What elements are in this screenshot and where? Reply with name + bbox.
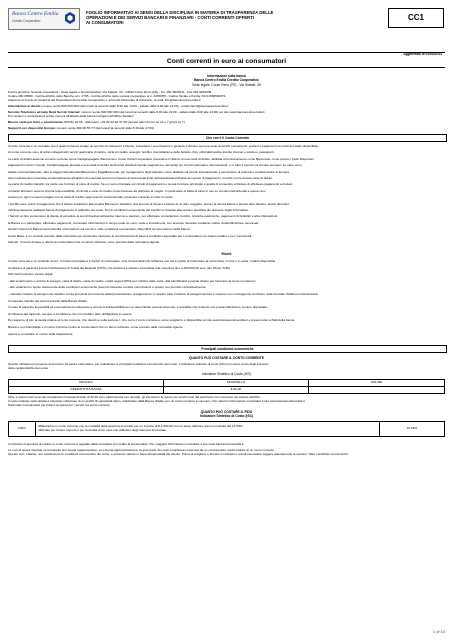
- info-text: Per reclami o contestazioni scritte inerenti all'attività della banca rivolgersi all'Ufficio Reclami: [8, 114, 134, 118]
- table-cell: € 60,00: [164, 387, 309, 394]
- what-paragraph-line: pagamenti in tutto il mondo. Cartaprepagata: Europa è una carta di debito elettronica dotata di banda magnetica e microchip sui circuiti nazionali e internazionali, e in tutto il mondo sul circuito europeo. Le carte sono: [8, 163, 302, 168]
- header-title-line: OPERAZIONI E DEI SERVIZI BANCARI E FINANZIARI - CONTI CORRENTI OFFERTI: [86, 15, 254, 21]
- info-text: numero verde 800 000 000 (dal lunedì al venerdì dalle 8:30 alle 13:00 - sabato dalle 9:00 alle 12:00) - email clienti@bancacentroemilia.it: [40, 104, 229, 108]
- risk-paragraph-line: di chiusura del rapporto, sempre a condizione che non risultino altre obbligazioni in essere.: [8, 311, 133, 316]
- what-paragraph-line: Le carte di debito assieme al conto corrente come Cartaprepagata, Bancomat e Conto Carta Cooperativo prevedono il rilascio di una carta di debito, abilitata al funzionamento come Bancomat, come presso i Cash Dispenser: [8, 156, 314, 161]
- what-paragraph-line: I bonifici sono ordini di pagamento che il cliente impartisce alla propria Banca per trasferire una somma di denaro a favore di un altro soggetto, presso la stessa banca o presso altre banche, anche all'estero.: [8, 201, 291, 206]
- info-label: Informazioni ai clienti:: [8, 104, 41, 108]
- costs-box-title: QUANTO PUÒ COSTARE IL CONTO CORRENTE: [188, 356, 265, 360]
- table-row: [9, 380, 445, 387]
- info-text: numero verde 800 00 55 77 (dal lunedì al venerdì dalle 8:30 alle 17:00): [55, 126, 155, 130]
- fido-label: FIDO: [9, 422, 36, 437]
- what-paragraph-line: contante all'estero sotto la propria responsabilità, di circuiti e carte di credito convenzionate da utilizzare al meglio. In particolare si tratta di carte in uso su circuiti internazionali a spesa zero.: [8, 188, 267, 193]
- after-isc-line: Oltre a questi costi sono da considerare l'imposta di bollo di 34,20 euro (dell'imposta ove dovuta), gli interessi e le spese per servizi fuori dal pacchetto non compresi nel calcolo dell'ISC.: [8, 395, 261, 399]
- final-line: Il contratto di apertura di credito in conto corrente è regolato dalla normativa sul credito ai consumatori. Per maggiori informazioni consultare il sito www.bancacentroemilia.it.: [8, 442, 245, 446]
- risk-paragraph-line: - alle variazioni in senso sfavorevole delle condizioni economiche (tassi di interesse ed altre commissioni e spese) ove previsto contrattualmente;: [8, 285, 207, 290]
- table-row: [9, 387, 445, 394]
- info-line: [8, 126, 445, 130]
- costs-intro-line: Quanto indicato nel presente documento ha valore informativo, per individuare le principali condizioni economiche del conto. L'indicatore sintetico di costo (ISC) non tiene conto degli interessi.: [8, 362, 270, 366]
- fido-value: 22,95%: [380, 422, 445, 437]
- info-label: Supporti con dispositivi Europa:: [8, 126, 56, 130]
- info-label: Blocco carte per furto o smarrimento:: [8, 120, 64, 124]
- title-divider: [8, 67, 445, 68]
- fido-description-line: utilizzato per l'intero importo e per la durata di tre mesi con addebito degli interessi trimestrale: [38, 428, 167, 432]
- table-header: SPORTELLO: [164, 380, 309, 387]
- risk-paragraph-line: Altri rischi possono essere legati:: [8, 272, 54, 277]
- table-cell: OPERATIVITÀ BASSA: [9, 387, 164, 394]
- risk-paragraph-line: In caso di garanzie impossibili ed eventualmente sottoposte a vincoli di indisponibilità per un determinato periodo di tempo, è possibile che il cliente non possa utilizzare le somme depositate.: [8, 305, 268, 310]
- intro-line: Codice ABI 08509 - Iscritta all'Albo delle Banche al n. 4765 - Iscritta all'Albo delle società cooperative al n. A159785 - Codice fiscale e Partita IVA 01566590374: [8, 94, 226, 98]
- what-paragraph-line: bancari. Il Conto di base è offerto ai consumatori che ne fanno richiesta, come previsto dalla normativa vigente.: [8, 240, 161, 244]
- info-text: 800 82 24 56 - dall'estero +39 02 60 84 37 68 (numeri attivi 24 ore su 24 e 7 giorni su 7): [63, 120, 185, 124]
- fido-title: QUANTO PUÒ COSTARE IL FIDO: [200, 410, 253, 414]
- what-paragraph-line: dotate commercializzate, oltre a viaggi internazionali Bancomat e PagoBancomat, per il pagamento degli acquisti, come abilitato sui circuiti internazionali, e permettono di prelevare contanti anche in Europa.: [8, 169, 290, 174]
- header-title-line: FOGLIO INFORMATIVO AI SENSI DELLA DISCIPLINA IN MATERIA DI TRASPARENZA DELLE: [86, 10, 274, 15]
- info-line: [8, 120, 445, 124]
- update-date: Aggiornato al 01/05/2014: [403, 52, 442, 56]
- risk-paragraph-line: di sistema di garanzia Fondo Interbancario di Tutela dei Depositi (FITD), che assicura a ciascun correntista una copertura fino a 100.000,00 euro (art. 96-bis TUB).: [8, 265, 231, 270]
- logo-name: Banca Centro Emilia: [12, 11, 59, 17]
- info-label: Servizio Telefonico ed Help Desk Servizi Internet:: [8, 110, 81, 114]
- what-paragraph-line: Il conto corrente è un contratto con il quale la banca svolge un servizio di cassa per il cliente: custodisce i suoi risparmi e gestisce il denaro con una serie di servizi (versamenti, prelievi e pagamenti nei limiti del saldo disponibile).: [8, 144, 320, 148]
- after-isc-line: Il costo indicato nella tabella è calcolato sulla base di un profilo di operatività tipico, individuato dalla Banca d'Italia, per un conto corrente a consumo. Per ulteriori informazioni consultare il sito www.bancacentroemilia.it.: [8, 399, 306, 403]
- fido-description-line: Affidamento in conto corrente con la modalità della apertura di credito per un importo di € 1.500,00 con un tasso debitore annuo nominale del 12,50%,: [38, 424, 244, 429]
- risk-paragraph-line: esterni a consultare le norme sulla trasparenza.: [8, 331, 74, 336]
- bank-info: [0, 74, 453, 87]
- logo-mark-icon: [64, 11, 76, 25]
- table-row: [9, 422, 445, 437]
- bank-info-line: Sede legale: Corpo Reno (FE) - Via Statale, 39: [192, 82, 261, 87]
- what-paragraph-line: solo contratto del correntista contestualmente all'utilizzo di eventuali servizi nel rispetto di determinati limiti nell'operatività ordinaria dei servizi di pagamento, nonché con le dovute carte di debito.: [8, 176, 273, 180]
- section-header-costs: Principali condizioni economiche: [8, 345, 447, 353]
- risk-paragraph-line: di mancato rispetto dei termini previsti dalla Banca d'Italia.: [8, 298, 88, 303]
- what-paragraph-line: Conto Base: è un servizio previsto dalla normativa per consentire l'accesso ai servizi bancari di base a condizioni agevolate per i consumatori con basso reddito e per i pensionati.: [8, 233, 253, 238]
- table-cell: [309, 387, 445, 394]
- intro-line: Aderente al Fondo di Garanzia dei Depositanti del Credito Cooperativo e al Fondo Nazionale di Garanzia - E-mail: info@bancacentroemilia.it: [8, 98, 201, 102]
- what-paragraph-line: Al conto corrente sono di solito collegati altri servizi quali carta di debito, carta di credito, assegni, bonifici, domiciliazione delle bollette, fido, utilizzabili anche tramite internet e telefono, passaporti.: [8, 150, 275, 155]
- info-line: [8, 114, 445, 118]
- risk-paragraph-line: - mancato rispetto di assegni che risultino senza provvista al momento della presentazione al pagamento; in questo caso il rilascio di assegni bancari è sospeso con conseguente iscrizione nella Centrale d'Allarme Interbancaria.: [8, 292, 319, 296]
- final-line: Le voci di spesa riportate nel prospetto che segue rappresentano, con buona approssimazione, la gran parte dei costi complessivi sostenuti da un consumatore medio titolare di un conto corrente.: [8, 448, 275, 452]
- header-title: [86, 10, 341, 26]
- info-text: numero verde 800 000 000 (dal lunedì al venerdì dalle 8:00 alle 21:00 - sabato dalle 9:00 alle 14:00) sul sito www.bancacentroemilia.it: [80, 110, 265, 114]
- page-number: 1 of 10: [432, 629, 445, 634]
- risk-paragraph-line: Il conto corrente è un prodotto sicuro. Il rischio principale è il rischio di controparte, cioè l'eventualità che la Banca non sia in grado di rimborsare al correntista, in tutto o in parte, il saldo disponibile.: [8, 259, 276, 263]
- bank-info-line: Informazioni sulla banca: [207, 74, 246, 78]
- header-divider: [8, 52, 445, 53]
- header-title-line: AI CONSUMATORI: [86, 20, 124, 26]
- risk-paragraph-line: - alla smarrimento o al furto di assegni, carta di debito, carta di credito, codici segreti (PIN) per l'utilizzo delle carte, dati identificativi e parole chiave per l'accesso al conto su internet;: [8, 278, 256, 283]
- fido-description: [36, 422, 380, 437]
- fido-subtitle: Indicatore Sintetico di Costo (ISC): [199, 414, 254, 418]
- risk-paragraph-line: Banca e su Finanziabile e il Conto Corrente rivolto ai consumatori che ne fanno richiesta, come previsto dalla normativa vigente.: [8, 325, 184, 329]
- section-header-risks: Rischi: [221, 252, 232, 256]
- what-paragraph-line: La carta di credito CartaSi, tra molte sue funzioni di carta di credito, ha un ruolo principale sui circuiti di pagamento e la sua funzione principale è quella di consentire al titolare di effettuare pagamenti e prelievi: [8, 182, 293, 187]
- after-isc-line: Nazionale Consumatori per ridurre la spesa per i servizi sul conto corrente.: [8, 403, 111, 407]
- what-paragraph-line: possono in ogni momento pagare con la carta di credito negli esercizi convenzionati, prelevare contante in tutto il mondo.: [8, 195, 174, 200]
- what-paragraph-line: I Servizi on line consentono al cliente di accedere ai servizi bancari attraverso internet e telefono, per effettuare consultazioni, bonifici, ricariche telefoniche, pagamenti di bollettini e altre disposizioni.: [8, 214, 279, 219]
- header: [8, 8, 444, 56]
- isc-table: [8, 379, 445, 394]
- table-header: PROFILO: [9, 380, 164, 387]
- intro-line: Forma giuridica: Società cooperativa - Sede legale e amministrativa: Via Statale, 39 - 44042 Corpo Reno (FE) - Tel. 051 6833911 - Fax 051 6833935: [8, 90, 212, 94]
- what-paragraph-line: nell'area Sepa tra qualsiasi banca di pagamento in addebito sul conto. Per le condizioni economiche dei bonifici si rimanda alla sezione specifica del presente foglio informativo.: [8, 208, 249, 212]
- final-line: Queste voci, tuttavia, non esauriscono le condizioni economiche del conto, e possono variare in base all'operatività del cliente. Prima di scegliere e firmare il contratto è quindi necessario leggere attentamente la sezione "Altre condizioni economiche".: [8, 452, 350, 456]
- logo-subtitle: Credito Cooperativo: [12, 19, 41, 23]
- bank-logo: [8, 8, 80, 30]
- page-title: Conti correnti in euro ai consumatori: [166, 58, 287, 65]
- isc-title: Indicatore Sintetico di Costo (ISC): [201, 372, 252, 376]
- bank-info-line: Banca Centro Emilia Credito Cooperativo: [194, 78, 259, 83]
- costs-intro-line: delle caratteristiche del conto.: [8, 366, 49, 370]
- info-line: [8, 104, 445, 108]
- table-header: ONLINE: [309, 380, 445, 387]
- what-paragraph-line: la Banca e in particolare, effettuare pagamenti, consultare informazioni in tempo reale su conti, carte e investimenti, con accesso riservato mediante codice di identificazione personale.: [8, 220, 260, 225]
- document-code: CC1: [388, 8, 444, 28]
- risk-paragraph-line: Per saperne di più: la Guida pratica al conto corrente, che descrive nella sezione I, che cos'è il conto corrente e come sceglierlo, è disponibile sul sito www.bancacentroemilia.it e presso tutte le filiali della banca.: [8, 318, 296, 323]
- what-paragraph-line: Servizi Internet di Banca Centro Emilia, informazioni sui servizi e sulle condizioni economiche, disponibili sul sito internet della banca.: [8, 227, 191, 232]
- fido-table: [8, 421, 445, 437]
- section-header-what: Che cos'è il Conto Corrente: [8, 134, 447, 142]
